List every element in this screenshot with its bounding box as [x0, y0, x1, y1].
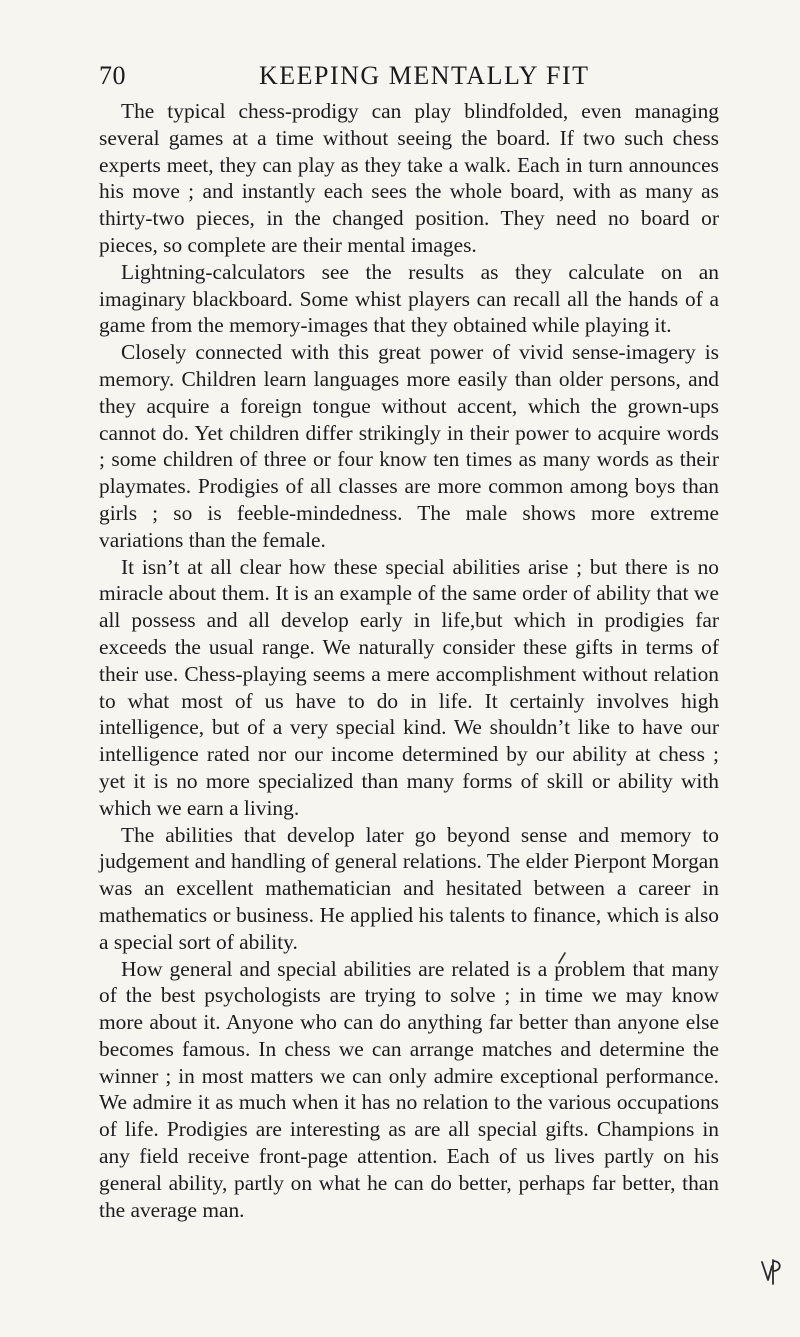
page-header [99, 58, 719, 94]
handwritten-initials-icon [760, 1256, 782, 1286]
paragraph: The abilities that develop later go beyond sense and memory to judgement and handling of general relations. The elder Pierpont Morgan was an excellent mathematician and hesitated between a career in mathematics or business. He applied his talents to finance, which is also a special sort of ability. [99, 822, 719, 954]
page-number: 70 [99, 61, 126, 90]
paragraph: The typical chess-prodigy can play blindfolded, even managing several games at a time without seeing the board. If two such chess experts meet, they can play as they take a walk. Each in turn announces his move ; and instantly each sees the whole board, with as many as thirty-two pieces, in the changed position. They need no board or pieces, so complete are their mental images. [99, 99, 719, 257]
stray-ink-mark-icon [557, 952, 567, 964]
paragraph: It isn’t at all clear how these special abilities arise ; but there is no miracle about them. It is an example of the same order of ability that we all possess and all develop early in life,but which in prodigies far exceeds the usual range. We naturally consider these gifts in terms of their use. Chess-playing seems a mere accomplishment without relation to what most of us have to do in life. It certainly involves high intelligence, but of a very special kind. We shouldn’t like to have our intelligence rated nor our income determined by our ability at chess ; yet it is no more specialized than many forms of skill or ability with which we earn a living. [99, 554, 719, 820]
paragraph: How general and special abilities are related is a problem that many of the best psychologists are trying to solve ; in time we may know more about it. Anyone who can do anything far better than anyone else becomes famous. In chess we can arrange matches and determine the winner ; in most matters we can only admire exceptional performance. We admire it as much when it has no relation to the various occupations of life. Prodigies are interesting as are all special gifts. Champions in any field receive front-page attention. Each of us lives partly on his general ability, partly on what he can do better, perhaps far better, than the average man. [99, 956, 719, 1222]
paragraph: Closely connected with this great power of vivid sense-imagery is memory. Children learn languages more easily than older persons, and they acquire a foreign tongue without accent, which the grown-ups cannot do. Yet children differ strikingly in their power to acquire words ; some children of three or four know ten times as many words as their playmates. Prodigies of all classes are more common among boys than girls ; so is feeble-mindedness. The male shows more extreme variations than the female. [99, 340, 719, 552]
body-text [99, 98, 719, 1223]
running-head: KEEPING MENTALLY FIT [259, 61, 590, 90]
paragraph: Lightning-calculators see the results as they calculate on an imaginary blackboard. Some whist players can recall all the hands of a game from the memory-images that they obtained while playing it. [99, 259, 719, 338]
